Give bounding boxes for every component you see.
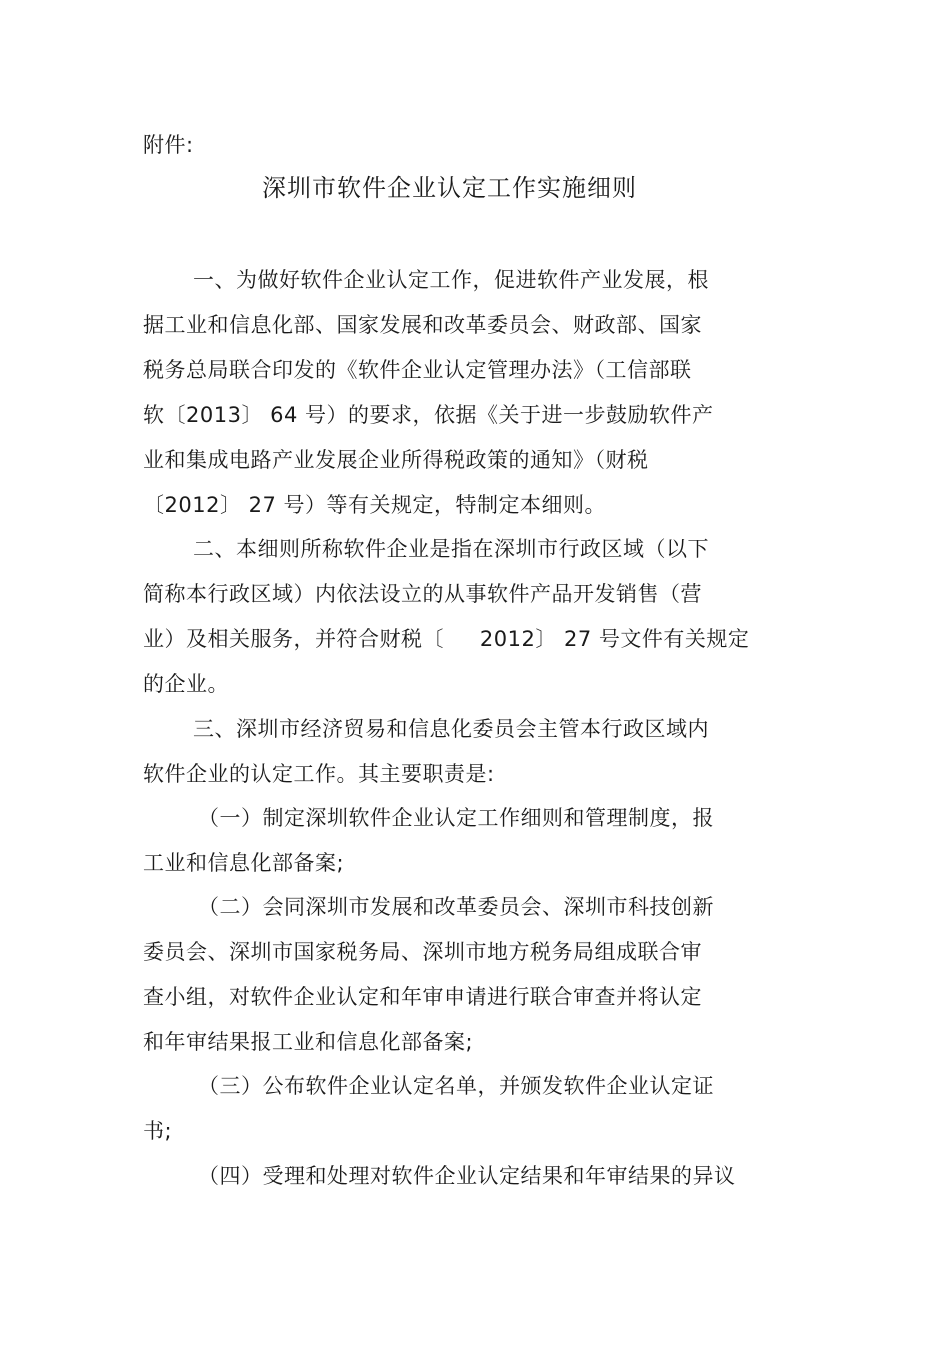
paragraph-line: 业和集成电路产业发展企业所得税政策的通知》（财税 [143, 448, 649, 472]
paragraph-line: 〔2012〕 27 号）等有关规定，特制定本细则。 [143, 493, 607, 517]
attachment-label: 附件: [143, 133, 194, 157]
paragraph-line: 查小组，对软件企业认定和年审申请进行联合审查并将认定 [143, 985, 702, 1009]
paragraph-line: 二、本细则所称软件企业是指在深圳市行政区域（以下 [193, 537, 709, 561]
paragraph-line: 据工业和信息化部、国家发展和改革委员会、财政部、国家 [143, 313, 702, 337]
paragraph-line: 和年审结果报工业和信息化部备案; [143, 1030, 474, 1054]
paragraph-line: （三）公布软件企业认定名单，并颁发软件企业认定证 [198, 1074, 714, 1098]
paragraph-line: 书; [143, 1119, 173, 1143]
paragraph-line: （四）受理和处理对软件企业认定结果和年审结果的异议 [198, 1164, 736, 1188]
paragraph-line: 业）及相关服务，并符合财税〔 2012〕 27 号文件有关规定 [143, 627, 750, 651]
paragraph-line: （二）会同深圳市发展和改革委员会、深圳市科技创新 [198, 895, 714, 919]
paragraph-line: 软件企业的认定工作。其主要职责是: [143, 762, 495, 786]
paragraph-line: 简称本行政区域）内依法设立的从事软件产品开发销售（营 [143, 582, 702, 606]
paragraph-line: 一、为做好软件企业认定工作，促进软件产业发展，根 [193, 268, 709, 292]
paragraph-line: 的企业。 [143, 672, 229, 696]
paragraph-line: 委员会、深圳市国家税务局、深圳市地方税务局组成联合审 [143, 940, 702, 964]
paragraph-line: 三、深圳市经济贸易和信息化委员会主管本行政区域内 [193, 717, 709, 741]
paragraph-line: 税务总局联合印发的《软件企业认定管理办法》（工信部联 [143, 358, 692, 382]
paragraph-line: （一）制定深圳软件企业认定工作细则和管理制度，报 [198, 806, 714, 830]
paragraph-line: 工业和信息化部备案; [143, 851, 345, 875]
document-title: 深圳市软件企业认定工作实施细则 [262, 174, 637, 202]
paragraph-line: 软〔2013〕 64 号）的要求，依据《关于进一步鼓励软件产 [143, 403, 714, 427]
